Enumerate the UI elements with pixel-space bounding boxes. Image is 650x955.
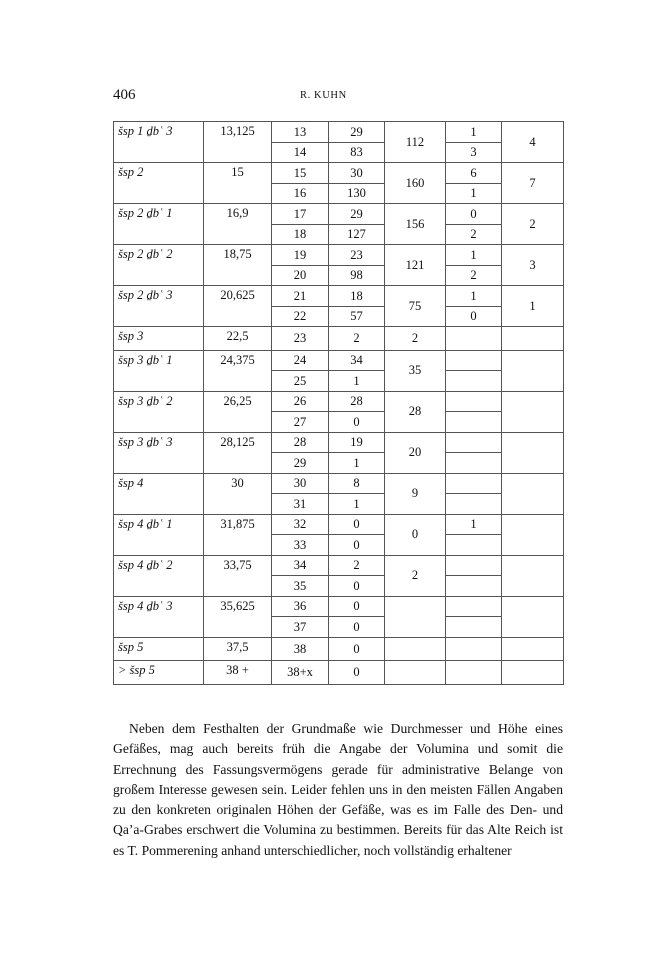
count-cell: 0 [329,412,385,433]
sum-cell [502,555,564,596]
size-label-cell: šsp 3 ḏbʿ 1 [114,350,204,391]
count-cell: 28 [329,391,385,412]
group-total-cell: 9 [385,473,446,514]
count-cell: 2 [329,327,385,351]
sub-count-cell [446,350,502,371]
group-total-cell [385,661,446,685]
group-total-cell: 35 [385,350,446,391]
sum-cell: 1 [502,286,564,327]
sub-count-cell [446,576,502,597]
count-cell: 57 [329,306,385,327]
sub-count-cell: 1 [446,183,502,204]
count-cell: 83 [329,142,385,163]
size-label-cell: šsp 5 [114,637,204,661]
height-cell: 28 [272,432,329,453]
group-total-cell: 160 [385,163,446,204]
page-number: 406 [113,87,136,103]
height-cell: 24 [272,350,329,371]
height-cell: 35 [272,576,329,597]
sum-cell [502,432,564,473]
sum-cell [502,596,564,637]
height-cell: 22 [272,306,329,327]
group-total-cell: 28 [385,391,446,432]
sub-count-cell: 1 [446,122,502,143]
sub-count-cell: 0 [446,306,502,327]
sum-cell: 3 [502,245,564,286]
volume-cell: 15 [204,163,272,204]
count-cell: 127 [329,224,385,245]
height-cell: 20 [272,265,329,286]
table-row [114,350,564,371]
height-cell: 21 [272,286,329,307]
size-label-cell: šsp 4 ḏbʿ 1 [114,514,204,555]
height-cell: 18 [272,224,329,245]
count-cell: 1 [329,494,385,515]
group-total-cell: 156 [385,204,446,245]
count-cell: 0 [329,535,385,556]
size-label-cell: šsp 2 ḏbʿ 3 [114,286,204,327]
volume-cell: 38 + [204,661,272,685]
height-cell: 29 [272,453,329,474]
count-cell: 8 [329,473,385,494]
size-label-cell: šsp 3 ḏbʿ 3 [114,432,204,473]
sub-count-cell [446,327,502,351]
size-label-cell: šsp 1 ḏbʿ 3 [114,122,204,163]
count-cell: 29 [329,122,385,143]
table-row [114,122,564,143]
count-cell: 98 [329,265,385,286]
height-cell: 32 [272,514,329,535]
count-cell: 30 [329,163,385,184]
sub-count-cell [446,412,502,433]
group-total-cell [385,596,446,637]
sub-count-cell [446,391,502,412]
count-cell: 0 [329,576,385,597]
size-label-cell: šsp 2 ḏbʿ 2 [114,245,204,286]
size-label-cell: šsp 2 [114,163,204,204]
sub-count-cell [446,535,502,556]
sum-cell: 4 [502,122,564,163]
height-cell: 30 [272,473,329,494]
volume-cell: 24,375 [204,350,272,391]
sub-count-cell: 1 [446,286,502,307]
count-cell: 1 [329,453,385,474]
sum-cell [502,637,564,661]
sub-count-cell [446,494,502,515]
count-cell: 130 [329,183,385,204]
height-cell: 33 [272,535,329,556]
height-cell: 38+x [272,661,329,685]
volume-cell: 16,9 [204,204,272,245]
count-cell: 2 [329,555,385,576]
volume-cell: 20,625 [204,286,272,327]
volume-cell: 28,125 [204,432,272,473]
sub-count-cell [446,637,502,661]
count-cell: 1 [329,371,385,392]
table-row [114,204,564,225]
count-cell: 0 [329,661,385,685]
height-cell: 34 [272,555,329,576]
measurement-table [113,121,564,685]
count-cell: 0 [329,596,385,617]
volume-cell: 13,125 [204,122,272,163]
sub-count-cell: 1 [446,514,502,535]
size-label-cell: šsp 2 ḏbʿ 1 [114,204,204,245]
table-row [114,432,564,453]
volume-cell: 33,75 [204,555,272,596]
sum-cell [502,350,564,391]
sub-count-cell: 2 [446,265,502,286]
volume-cell: 18,75 [204,245,272,286]
volume-cell: 26,25 [204,391,272,432]
running-head: R. KUHN [300,90,347,101]
count-cell: 34 [329,350,385,371]
table-row [114,391,564,412]
height-cell: 17 [272,204,329,225]
table-row [114,245,564,266]
table-body [114,122,564,685]
height-cell: 38 [272,637,329,661]
height-cell: 23 [272,327,329,351]
height-cell: 31 [272,494,329,515]
sum-cell [502,661,564,685]
sum-cell [502,327,564,351]
volume-cell: 22,5 [204,327,272,351]
sum-cell: 2 [502,204,564,245]
sub-count-cell: 6 [446,163,502,184]
sum-cell [502,473,564,514]
sum-cell: 7 [502,163,564,204]
count-cell: 0 [329,617,385,638]
sub-count-cell [446,661,502,685]
size-label-cell: šsp 4 ḏbʿ 3 [114,596,204,637]
table-row [114,473,564,494]
sub-count-cell [446,473,502,494]
table-row [114,637,564,661]
body-paragraph: Neben dem Festhalten der Grundmaße wie Durchmesser und Höhe eines Gefäßes, mag auch bereits früh die Angabe der Volumina und somit die Errechnung des Fassungsvermögens gerade für administrative Belange von großem Interesse gewesen sein. Leider fehlen uns in den meisten Fällen Angaben zu den konkreten originalen Höhen der Gefäße, was es im Falle des Den- und Qa’a-Grabes erschwert die Volumina zu bestimmen. Bereits für das Alte Reich ist es T. Pommerening anhand unterschiedlicher, noch vollständig erhaltener [113,721,563,858]
table-row [114,514,564,535]
height-cell: 37 [272,617,329,638]
group-total-cell: 2 [385,555,446,596]
table-row [114,555,564,576]
group-total-cell: 2 [385,327,446,351]
group-total-cell: 0 [385,514,446,555]
sub-count-cell: 2 [446,224,502,245]
table-row [114,163,564,184]
table-row [114,596,564,617]
height-cell: 36 [272,596,329,617]
size-label-cell: šsp 4 [114,473,204,514]
group-total-cell: 75 [385,286,446,327]
size-label-cell: šsp 3 [114,327,204,351]
height-cell: 13 [272,122,329,143]
height-cell: 14 [272,142,329,163]
height-cell: 19 [272,245,329,266]
sub-count-cell [446,453,502,474]
group-total-cell: 112 [385,122,446,163]
sub-count-cell [446,617,502,638]
size-label-cell: > šsp 5 [114,661,204,685]
sub-count-cell [446,432,502,453]
count-cell: 23 [329,245,385,266]
volume-cell: 35,625 [204,596,272,637]
size-label-cell: šsp 3 ḏbʿ 2 [114,391,204,432]
height-cell: 26 [272,391,329,412]
height-cell: 15 [272,163,329,184]
sub-count-cell: 3 [446,142,502,163]
group-total-cell: 121 [385,245,446,286]
size-label-cell: šsp 4 ḏbʿ 2 [114,555,204,596]
sum-cell [502,514,564,555]
sub-count-cell [446,555,502,576]
count-cell: 0 [329,514,385,535]
height-cell: 16 [272,183,329,204]
table-row [114,661,564,685]
group-total-cell: 20 [385,432,446,473]
sub-count-cell: 1 [446,245,502,266]
count-cell: 0 [329,637,385,661]
sub-count-cell [446,371,502,392]
sub-count-cell [446,596,502,617]
group-total-cell [385,637,446,661]
height-cell: 27 [272,412,329,433]
volume-cell: 31,875 [204,514,272,555]
volume-cell: 37,5 [204,637,272,661]
sub-count-cell: 0 [446,204,502,225]
count-cell: 19 [329,432,385,453]
volume-cell: 30 [204,473,272,514]
count-cell: 18 [329,286,385,307]
table-row [114,327,564,351]
height-cell: 25 [272,371,329,392]
sum-cell [502,391,564,432]
table-row [114,286,564,307]
count-cell: 29 [329,204,385,225]
